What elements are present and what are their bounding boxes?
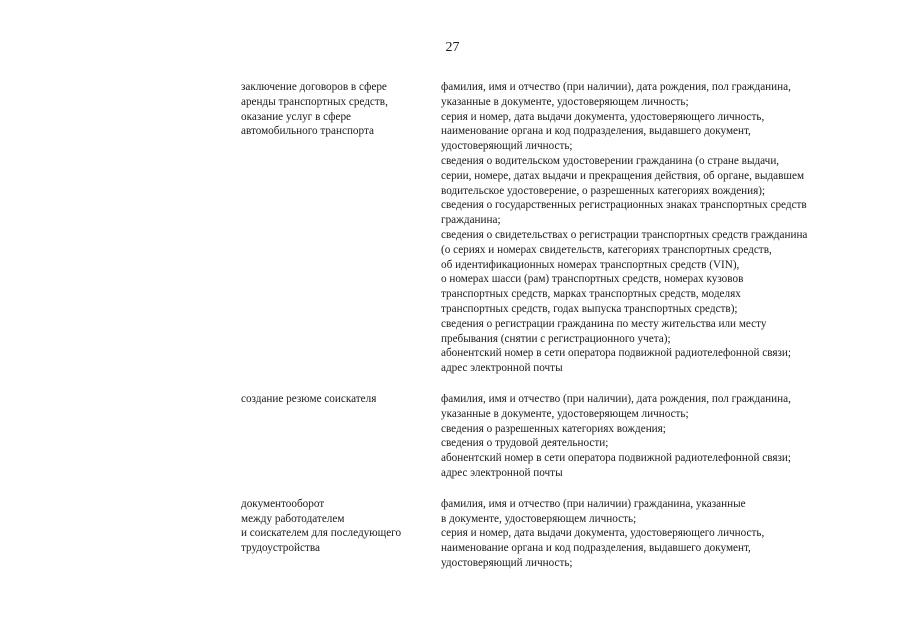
table-row <box>241 497 881 571</box>
data-line: о номерах шасси (рам) транспортных средств, номерах кузовов <box>441 273 744 286</box>
data-line: транспортных средств, годах выпуска транспортных средств); <box>441 302 738 315</box>
data-cell <box>441 80 881 376</box>
page-number: 27 <box>445 40 460 55</box>
data-line: сведения о разрешенных категориях вождения; <box>441 422 666 435</box>
data-cell <box>441 497 881 571</box>
data-table <box>241 80 881 587</box>
data-line: серия и номер, дата выдачи документа, удостоверяющего личность, <box>441 527 765 540</box>
data-line: удостоверяющий личность; <box>441 556 573 569</box>
purpose-line: между работодателем <box>241 512 345 525</box>
data-line: фамилия, имя и отчество (при наличии), дата рождения, пол гражданина, <box>441 392 791 405</box>
data-line: пребывания (снятии с регистрационного учета); <box>441 332 671 345</box>
data-line: гражданина; <box>441 214 501 227</box>
data-line: фамилия, имя и отчество (при наличии), дата рождения, пол гражданина, <box>441 81 791 93</box>
purpose-cell <box>241 497 441 571</box>
purpose-line: автомобильного транспорта <box>241 125 374 138</box>
purpose-line: и соискателем для последующего <box>241 527 402 540</box>
data-line: абонентский номер в сети оператора подвижной радиотелефонной связи; <box>441 452 792 465</box>
table-row <box>241 392 881 481</box>
data-line: серия и номер, дата выдачи документа, удостоверяющего личность, <box>441 110 765 123</box>
data-line: сведения о водительском удостоверении гражданина (о стране выдачи, <box>441 154 780 167</box>
data-line: серии, номере, датах выдачи и прекращения действия, об органе, выдавшем <box>441 169 805 182</box>
data-line: фамилия, имя и отчество (при наличии) гражданина, указанные <box>441 497 746 510</box>
purpose-line: аренды транспортных средств, <box>241 95 388 108</box>
data-line: удостоверяющий личность; <box>441 140 573 153</box>
data-line: водительское удостоверение, о разрешенных категориях вождения); <box>441 184 766 197</box>
data-line: наименование органа и код подразделения, выдавшего документ, <box>441 125 751 138</box>
data-line: абонентский номер в сети оператора подвижной радиотелефонной связи; <box>441 347 792 360</box>
data-cell <box>441 392 881 481</box>
data-line: указанные в документе, удостоверяющем личность; <box>441 95 689 108</box>
data-line: транспортных средств, марках транспортных средств, моделях <box>441 288 741 301</box>
data-line: указанные в документе, удостоверяющем личность; <box>441 407 689 420</box>
purpose-line: трудоустройства <box>241 542 320 555</box>
purpose-line: оказание услуг в сфере <box>241 110 352 123</box>
data-line: сведения о государственных регистрационных знаках транспортных средств <box>441 199 807 212</box>
purpose-line: заключение договоров в сфере <box>241 81 387 93</box>
data-line: в документе, удостоверяющем личность; <box>441 512 637 525</box>
data-line: наименование органа и код подразделения, выдавшего документ, <box>441 542 751 555</box>
data-line: сведения о трудовой деятельности; <box>441 437 609 450</box>
table-row <box>241 80 881 376</box>
data-line: сведения о регистрации гражданина по месту жительства или месту <box>441 317 767 330</box>
purpose-line: документооборот <box>241 497 325 510</box>
purpose-cell <box>241 392 441 481</box>
data-line: об идентификационных номерах транспортных средств (VIN), <box>441 258 740 271</box>
data-line: сведения о свидетельствах о регистрации транспортных средств гражданина <box>441 228 808 241</box>
data-line: адрес электронной почты <box>441 362 563 375</box>
data-line: адрес электронной почты <box>441 466 563 479</box>
purpose-line: создание резюме соискателя <box>241 392 377 405</box>
purpose-cell <box>241 80 441 376</box>
data-line: (о сериях и номерах свидетельств, категориях транспортных средств, <box>441 243 772 256</box>
